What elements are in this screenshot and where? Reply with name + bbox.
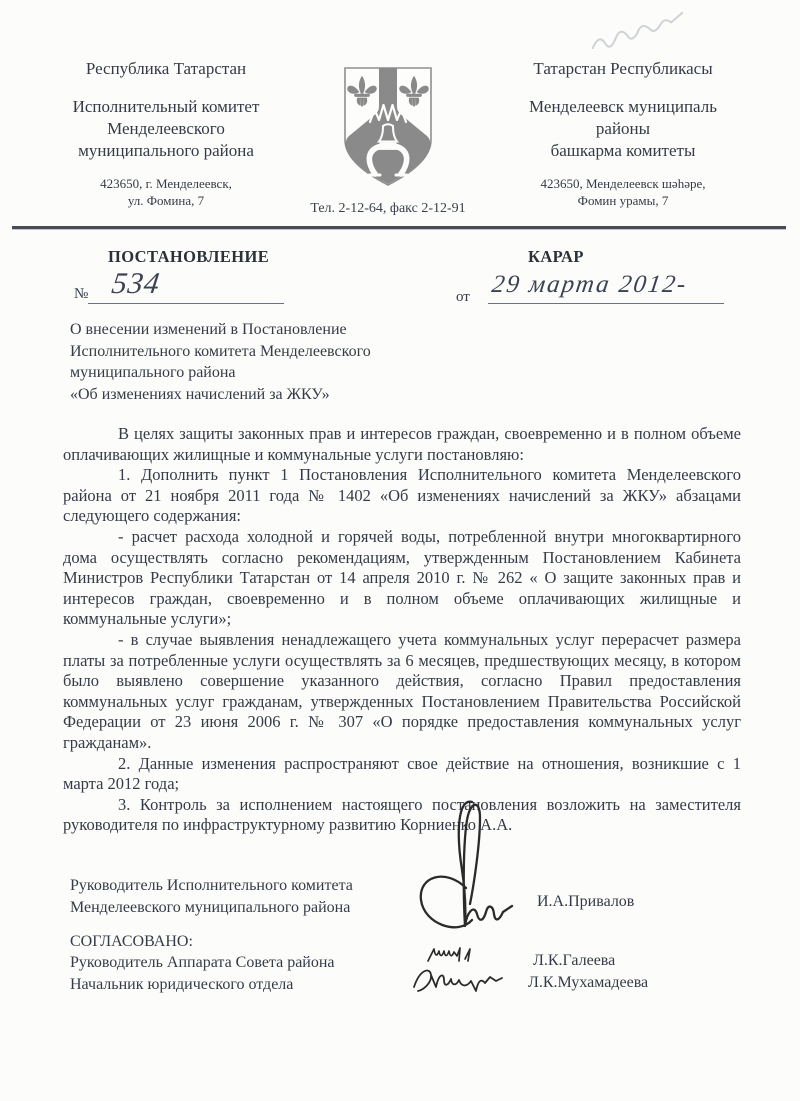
subject-line: Исполнительного комитета Менделеевского — [70, 342, 371, 360]
paragraph-item-2: 2. Данные изменения распространяют свое действие на отношения, возникшие с 1 марта 2012 года; — [63, 753, 741, 794]
document-subject — [70, 319, 490, 405]
approver-name: И.А.Привалов — [537, 893, 635, 910]
org-name-tt-line2: районы — [595, 119, 651, 138]
doc-date-handwritten: 29 марта 2012- — [490, 271, 690, 298]
approver-signature-icon — [408, 792, 518, 942]
address-ru — [38, 175, 294, 209]
paragraph-item-3: 3. Контроль за исполнением настоящего постановления возложить на заместителя руководителя по инфраструктурному развитию Корниенко А.А. — [63, 794, 741, 835]
agreed2-signature-icon — [410, 963, 505, 997]
phone-fax-line: Тел. 2-12-64, факс 2-12-91 — [310, 201, 466, 216]
paragraph-preamble: В целях защиты законных прав и интересов граждан, своевременно и в полном объеме оплачивающих жилищные и коммунальные услуги постановляю: — [63, 424, 741, 464]
address-ru-line1: 423650, г. Менделеевск, — [100, 176, 232, 191]
date-underline — [488, 303, 724, 304]
org-name-ru-line3: муниципального района — [78, 141, 254, 160]
number-underline — [88, 303, 284, 304]
agreed2-name: Л.К.Мухамадеева — [528, 974, 649, 991]
approver-position-line1: Руководитель Исполнительного комитета — [70, 877, 353, 894]
address-tt-line1: 423650, Менделеевск шәһәре, — [540, 176, 706, 191]
paragraph-item-1-sub-2: - в случае выявления ненадлежащего учета коммунальных услуг перерасчет размера платы за потребленные услуги осуществлять за 6 месяцев, предшествующих месяцу, в котором было выявлено совершение указанного действия, согласно Правил предоставления коммунальных услуг гражданам, утвержденных Постановлением Правительства Российской Федерации от 23 июня 2006 г. № 307 «О порядке предоставления коммунальных услуг гражданам». — [63, 629, 741, 752]
doc-number-handwritten: 534 — [109, 267, 163, 300]
paragraph-item-1-sub-1: - расчет расхода холодной и горячей воды, потребленной внутри многоквартирного дома осуществлять согласно рекомендациям, утвержденным Постановлением Кабинета Министров Республики Татарстан от 14 апреля 2010 г. № 262 « О защите законных прав и интересов граждан, своевременно и в полном объеме оплачивающих жилищные и коммунальные услуги»; — [63, 526, 741, 629]
approver-position — [70, 875, 450, 918]
org-name-tt-line1: Менделеевск муниципаль — [529, 97, 717, 116]
agreed2-position: Начальник юридического отдела — [70, 976, 294, 993]
address-tt — [478, 175, 768, 209]
pencil-note-scribble — [581, 0, 736, 63]
issuer-block-tatar — [478, 58, 768, 209]
subject-line: «Об изменениях начислений за ЖКУ» — [70, 385, 330, 403]
republic-name-tt: Татарстан Республикасы — [533, 59, 713, 78]
agreed1-position: Руководитель Аппарата Совета района — [70, 954, 335, 971]
agreed-label: СОГЛАСОВАНО: — [70, 933, 193, 950]
subject-line: О внесении изменений в Постановление — [70, 321, 347, 338]
doc-type-ru: ПОСТАНОВЛЕНИЕ — [108, 247, 270, 266]
address-ru-line2: ул. Фомина, 7 — [127, 193, 205, 208]
number-label: № — [74, 286, 89, 302]
date-label: от — [456, 289, 470, 305]
paragraph-item-1: 1. Дополнить пункт 1 Постановления Исполнительного комитета Менделеевского района от 21 ноября 2011 года № 1402 «Об изменениях начислений за ЖКУ» абзацами следующего содержания: — [63, 465, 741, 526]
coat-of-arms-icon — [338, 64, 438, 188]
document-body — [63, 424, 741, 836]
approver-position-line2: Менделеевского муниципального района — [70, 898, 351, 916]
republic-name-ru: Республика Татарстан — [85, 59, 247, 78]
agreed1-name: Л.К.Галеева — [533, 952, 616, 969]
header-divider — [12, 226, 786, 229]
address-tt-line2: Фомин урамы, 7 — [577, 193, 669, 208]
org-name-ru-line1: Исполнительный комитет — [72, 97, 260, 116]
issuer-block-russian — [38, 58, 294, 209]
org-name-tt-line3: башкарма комитеты — [550, 141, 696, 160]
org-name-ru-line2: Менделеевского — [107, 119, 225, 138]
doc-type-tt: КАРАР — [528, 247, 584, 266]
subject-line: муниципального района — [70, 364, 236, 381]
